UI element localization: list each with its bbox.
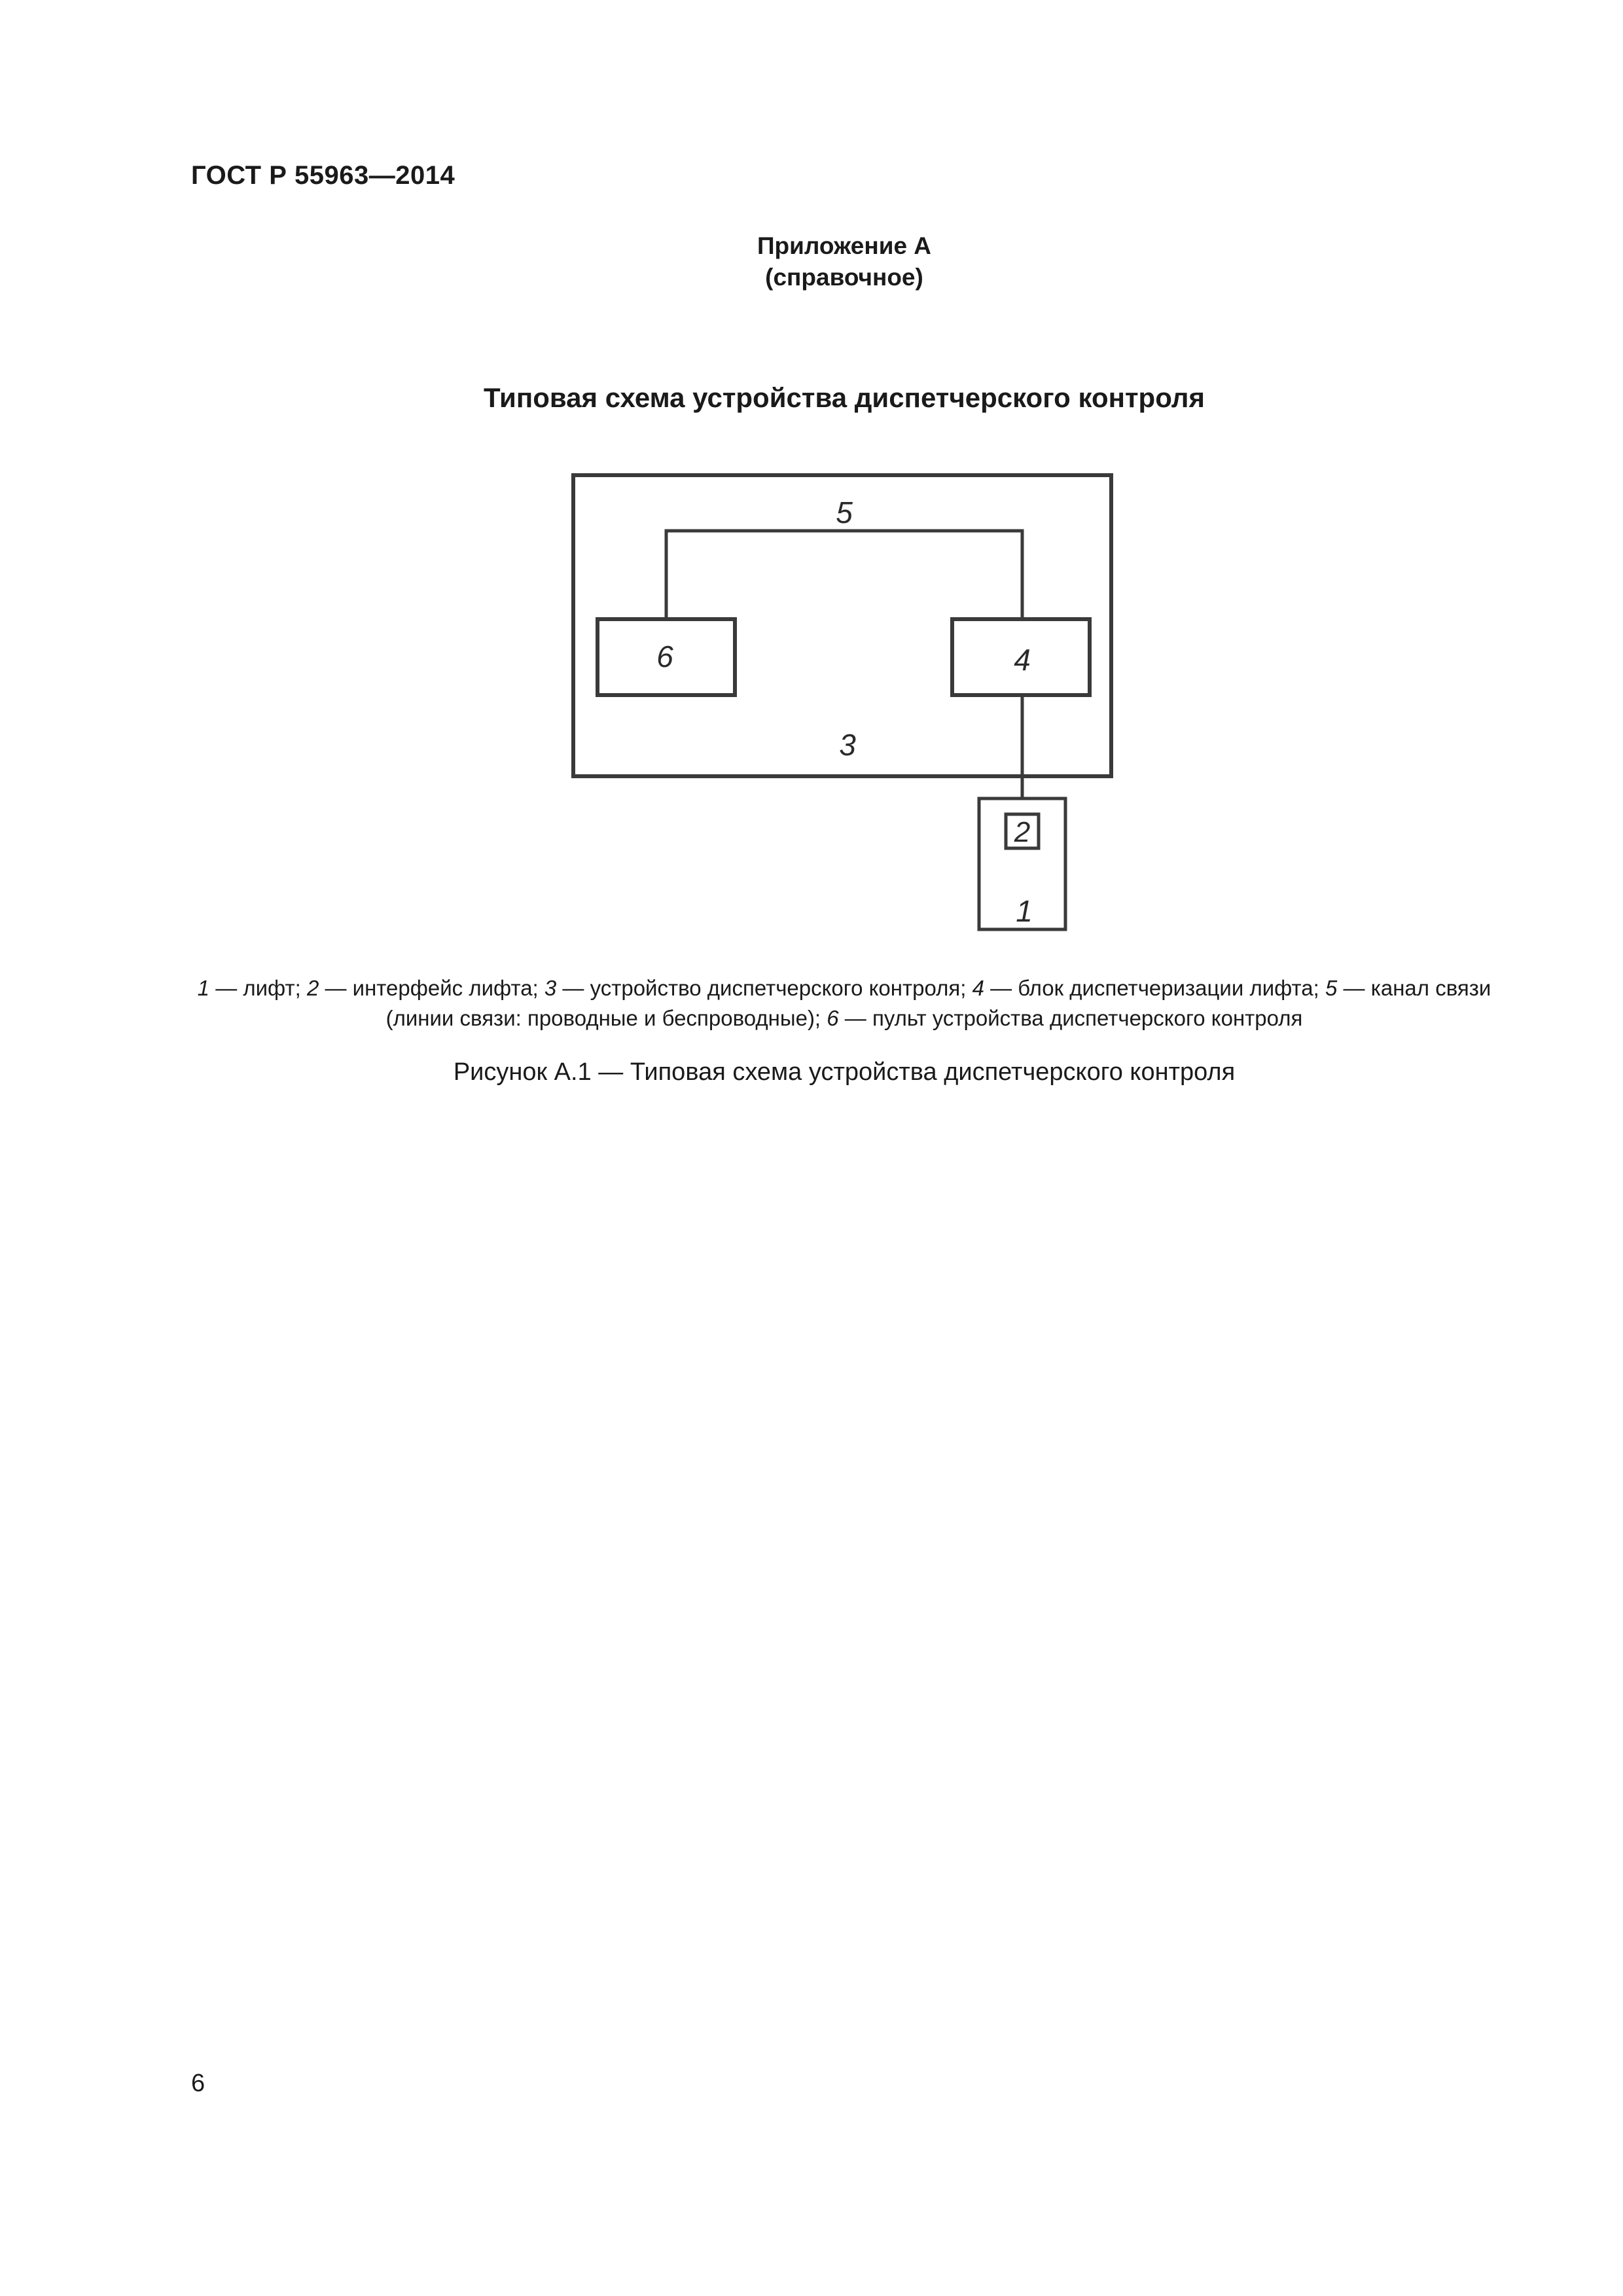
annex-title: Приложение А: [757, 232, 932, 259]
legend-text-5: — канал связи (линии связи: проводные и беспроводные);: [385, 976, 1491, 1030]
legend-text-2: — интерфейс лифта;: [319, 976, 544, 1000]
page-number: 6: [191, 2070, 205, 2097]
label-channel: 5: [836, 495, 853, 529]
channel-line: [666, 531, 1022, 619]
label-dispatch-unit: 4: [1014, 643, 1031, 677]
document-code: ГОСТ Р 55963—2014: [191, 161, 455, 190]
section-title: Типовая схема устройства диспетчерского контроля: [484, 382, 1205, 413]
legend-text-1: — лифт;: [209, 976, 307, 1000]
label-console: 6: [656, 639, 673, 673]
legend-num-4: 4: [972, 976, 984, 1000]
legend-text-4: — блок диспетчеризации лифта;: [984, 976, 1325, 1000]
control-device-box: [573, 475, 1111, 776]
label-lift-interface: 2: [1014, 816, 1031, 848]
legend-text-6: — пульт устройства диспетчерского контроля: [838, 1006, 1303, 1030]
label-control-device: 3: [839, 728, 856, 762]
dispatch-unit-box: [952, 619, 1090, 695]
figure-legend: [191, 973, 1497, 1033]
console-box: [597, 619, 735, 695]
legend-num-2: 2: [306, 976, 319, 1000]
figure-caption: Рисунок А.1 — Типовая схема устройства диспетчерского контроля: [453, 1058, 1236, 1086]
legend-num-6: 6: [827, 1006, 839, 1030]
legend-text-3: — устройство диспетчерского контроля;: [556, 976, 972, 1000]
lift-box: [979, 798, 1065, 929]
label-lift: 1: [1016, 894, 1033, 928]
legend-num-3: 3: [544, 976, 557, 1000]
legend-num-1: 1: [197, 976, 210, 1000]
legend-num-5: 5: [1325, 976, 1338, 1000]
annex-subtitle: (справочное): [765, 264, 923, 291]
lift-interface-box: [1006, 814, 1039, 848]
